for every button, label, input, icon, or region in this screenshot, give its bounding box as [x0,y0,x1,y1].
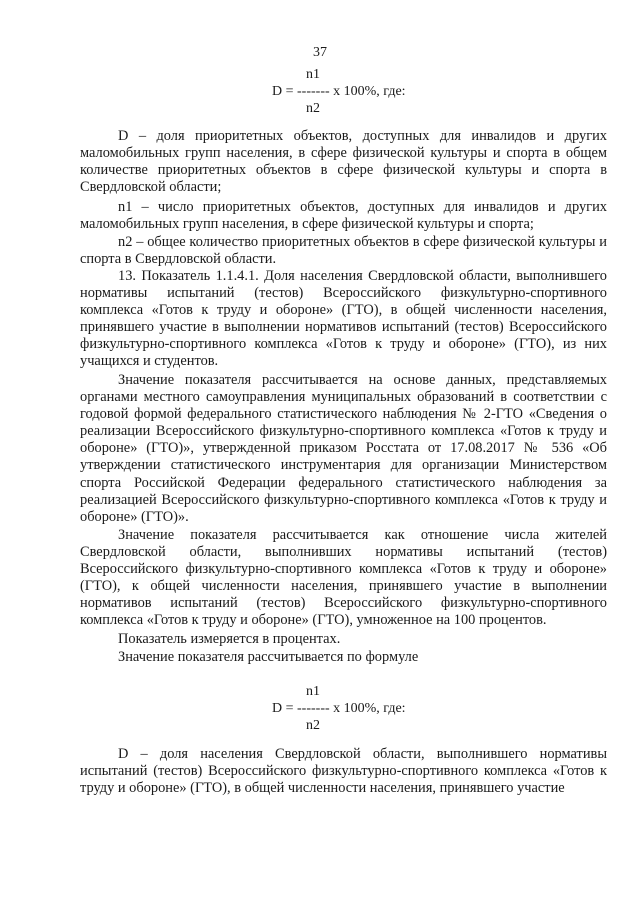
paragraph-data-source: Значение показателя рассчитывается на основе данных, представляемых органами местного самоуправления муниципальных образований в соответствии с годовой формой федерального статистического наблюдения № 2-ГТО «Сведения о реализации Всероссийского физкультурно-спортивного комплекса «Готов к труду и обороне» (ГТО)», утвержденной приказом Росстата от 17.08.2017 № 536 «Об утверждении статистического инструментария для организации Министерством спорта Российской Федерации федерального статистического наблюдения за реализацией Всероссийского физкультурно-спортивного комплекса «Готов к труду и обороне» (ГТО)». [80,372,607,525]
paragraph-n1-definition-1: n1 – число приоритетных объектов, доступных для инвалидов и других маломобильных групп населения, в сфере физической культуры и спорта; [80,199,607,233]
formula-2-numerator: n1 [306,684,320,699]
paragraph-formula-intro: Значение показателя рассчитывается по формуле [118,649,419,665]
paragraph-n2-definition-1: n2 – общее количество приоритетных объектов в сфере физической культуры и спорта в Свердловской области. [80,234,607,268]
formula-2-line: D = ------- х 100%, где: [272,701,406,716]
formula-2 [250,683,450,734]
paragraph-d-definition-2: D – доля населения Свердловской области, выполнившего нормативы испытаний (тестов) Всероссийского физкультурно-спортивного комплекса «Готов к труду и обороне» (ГТО), в общей численности населения, принявшего участие [80,746,607,797]
formula-1-line: D = ------- х 100%, где: [272,84,406,99]
page-number: 37 [313,45,327,60]
paragraph-calculation-method: Значение показателя рассчитывается как отношение числа жителей Свердловской области, выполнивших нормативы испытаний (тестов) Всероссийского физкультурно-спортивного комплекса «Готов к труду и обороне» (ГТО), к общей численности населения, принявшего участие в выполнении нормативов испытаний (тестов) Всероссийского физкультурно-спортивного комплекса «Готов к труду и обороне» (ГТО), умноженное на 100 процентов. [80,527,607,629]
formula-1-denominator: n2 [306,101,320,116]
formula-1-numerator: n1 [306,67,320,82]
formula-1 [250,66,450,117]
paragraph-d-definition-1: D – доля приоритетных объектов, доступных для инвалидов и других маломобильных групп населения, в сфере физической культуры и спорта в общем количестве приоритетных объектов в сфере физической культуры и спорта в Свердловской области; [80,128,607,196]
formula-2-denominator: n2 [306,718,320,733]
paragraph-unit: Показатель измеряется в процентах. [118,631,341,647]
paragraph-indicator-13: 13. Показатель 1.1.4.1. Доля населения Свердловской области, выполнившего нормативы испытаний (тестов) Всероссийского физкультурно-спортивного комплекса «Готов к труду и обороне» (ГТО), в общей численности населения, принявшего участие в выполнении нормативов испытаний (тестов) Всероссийского физкультурно-спортивного комплекса «Готов к труду и обороне» (ГТО), из них учащихся и студентов. [80,268,607,370]
